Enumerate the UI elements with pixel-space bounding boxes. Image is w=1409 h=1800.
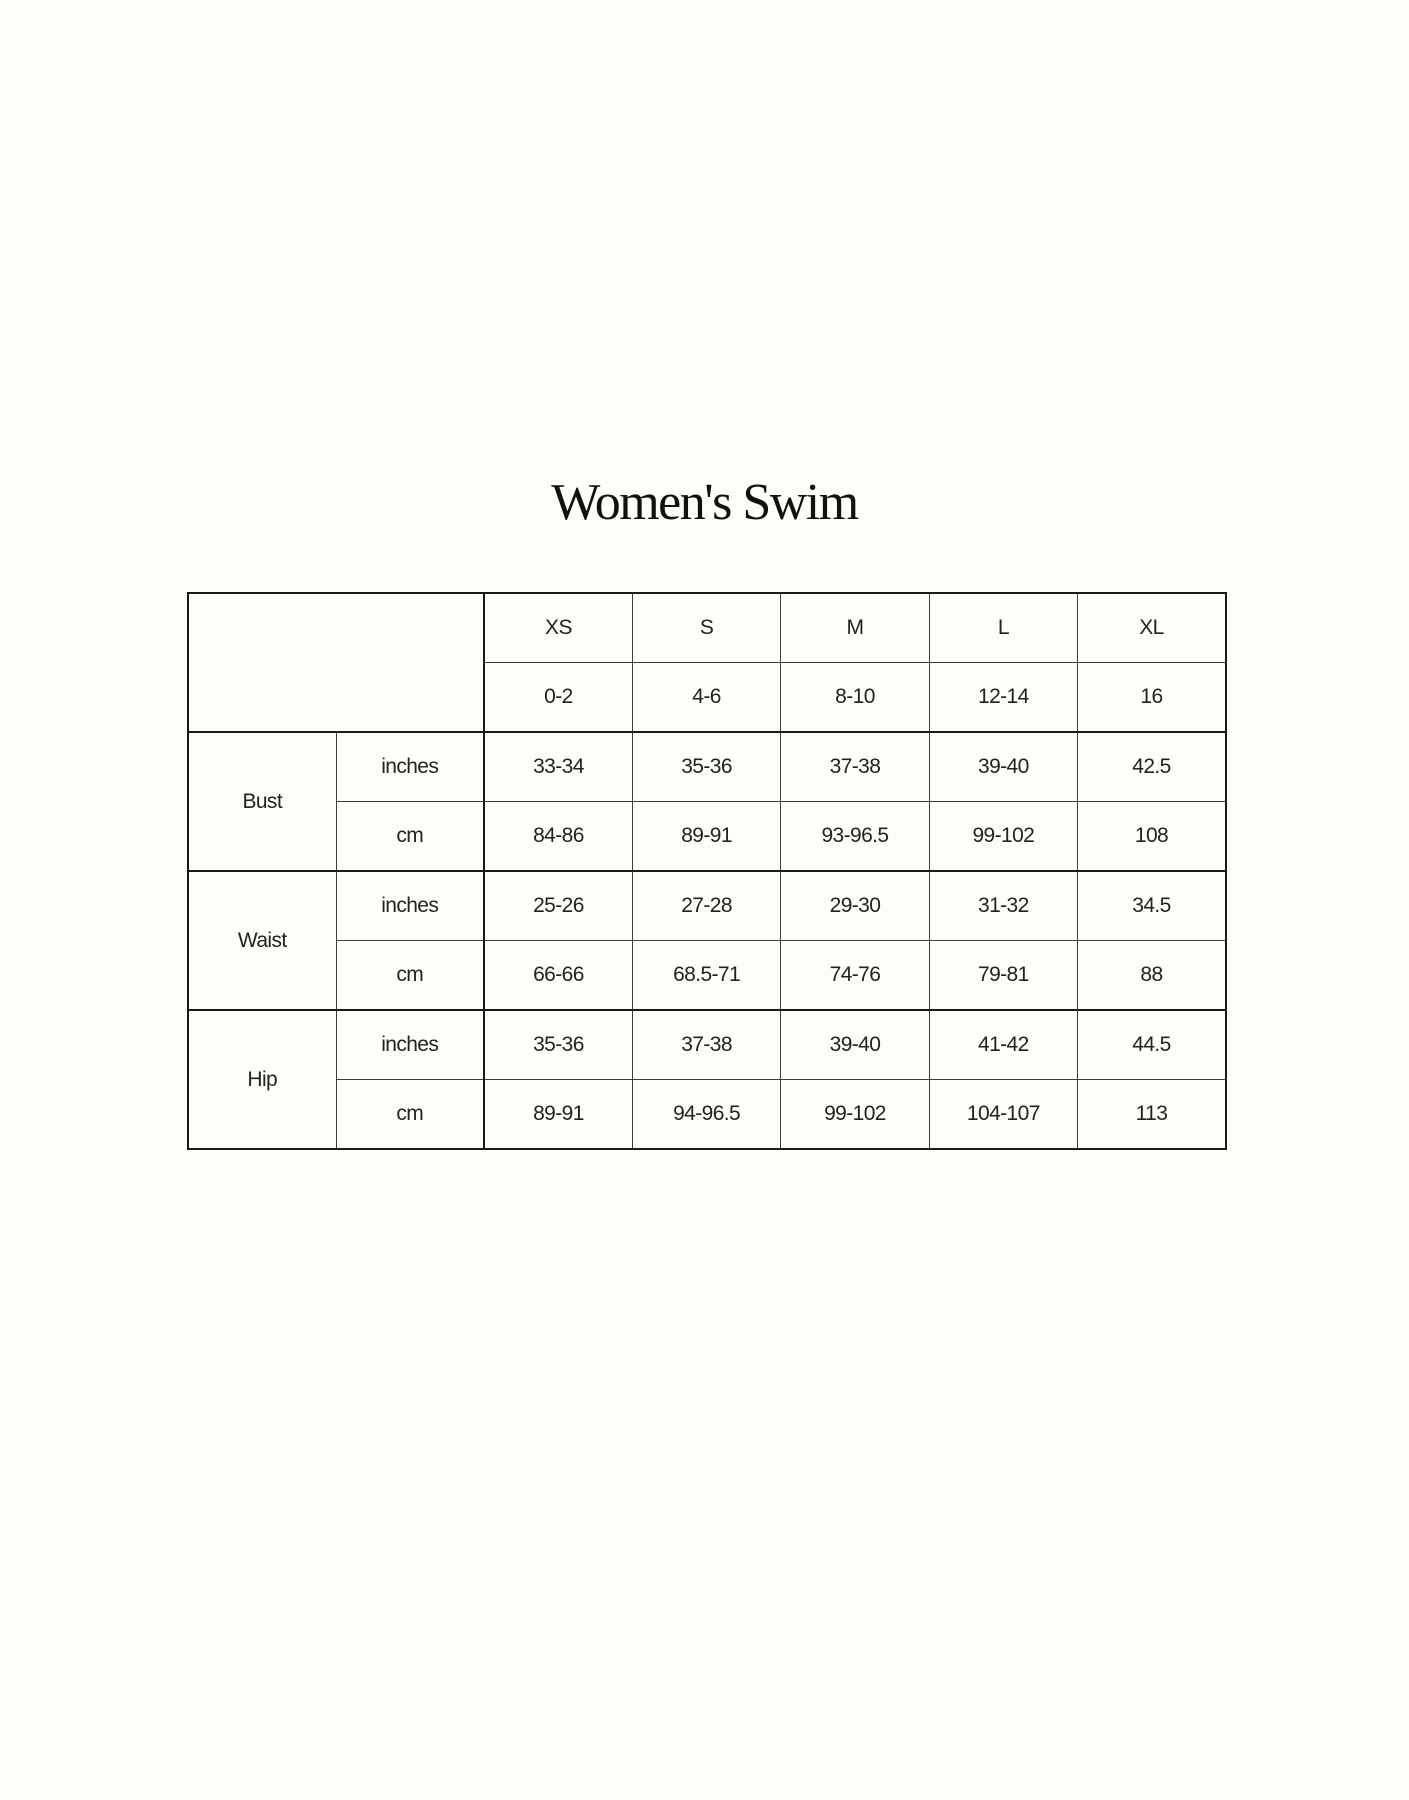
- value-cell: 27-28: [632, 871, 780, 941]
- size-label-xs: XS: [484, 593, 632, 663]
- table-row: [188, 1010, 1226, 1080]
- size-number-l: 12-14: [929, 663, 1077, 733]
- value-cell: 37-38: [632, 1010, 780, 1080]
- value-cell: 74-76: [781, 941, 929, 1011]
- value-cell: 89-91: [484, 1080, 632, 1150]
- unit-label: cm: [336, 1080, 484, 1150]
- size-label-l: L: [929, 593, 1077, 663]
- size-number-xl: 16: [1078, 663, 1226, 733]
- value-cell: 35-36: [632, 732, 780, 802]
- value-cell: 25-26: [484, 871, 632, 941]
- empty-corner-cell: [188, 593, 484, 732]
- unit-label: cm: [336, 802, 484, 872]
- value-cell: 88: [1078, 941, 1226, 1011]
- value-cell: 39-40: [781, 1010, 929, 1080]
- unit-label: inches: [336, 1010, 484, 1080]
- size-label-m: M: [781, 593, 929, 663]
- value-cell: 39-40: [929, 732, 1077, 802]
- value-cell: 108: [1078, 802, 1226, 872]
- unit-label: inches: [336, 871, 484, 941]
- value-cell: 29-30: [781, 871, 929, 941]
- size-label-row: [188, 593, 1226, 663]
- value-cell: 68.5-71: [632, 941, 780, 1011]
- measurement-label-bust: Bust: [188, 732, 336, 871]
- value-cell: 35-36: [484, 1010, 632, 1080]
- value-cell: 99-102: [929, 802, 1077, 872]
- measurement-label-hip: Hip: [188, 1010, 336, 1149]
- table-row: [188, 871, 1226, 941]
- value-cell: 89-91: [632, 802, 780, 872]
- unit-label: cm: [336, 941, 484, 1011]
- table-row: [188, 1080, 1226, 1150]
- value-cell: 104-107: [929, 1080, 1077, 1150]
- size-label-xl: XL: [1078, 593, 1226, 663]
- size-number-m: 8-10: [781, 663, 929, 733]
- value-cell: 66-66: [484, 941, 632, 1011]
- value-cell: 84-86: [484, 802, 632, 872]
- value-cell: 31-32: [929, 871, 1077, 941]
- table-row: [188, 802, 1226, 872]
- table-row: [188, 941, 1226, 1011]
- value-cell: 37-38: [781, 732, 929, 802]
- size-number-xs: 0-2: [484, 663, 632, 733]
- value-cell: 93-96.5: [781, 802, 929, 872]
- value-cell: 94-96.5: [632, 1080, 780, 1150]
- value-cell: 44.5: [1078, 1010, 1226, 1080]
- value-cell: 113: [1078, 1080, 1226, 1150]
- table-row: [188, 732, 1226, 802]
- value-cell: 99-102: [781, 1080, 929, 1150]
- size-chart-table: [187, 592, 1227, 1150]
- value-cell: 79-81: [929, 941, 1077, 1011]
- value-cell: 33-34: [484, 732, 632, 802]
- value-cell: 42.5: [1078, 732, 1226, 802]
- page-title: Women's Swim: [551, 474, 858, 531]
- value-cell: 34.5: [1078, 871, 1226, 941]
- value-cell: 41-42: [929, 1010, 1077, 1080]
- size-label-s: S: [632, 593, 780, 663]
- measurement-label-waist: Waist: [188, 871, 336, 1010]
- size-number-s: 4-6: [632, 663, 780, 733]
- unit-label: inches: [336, 732, 484, 802]
